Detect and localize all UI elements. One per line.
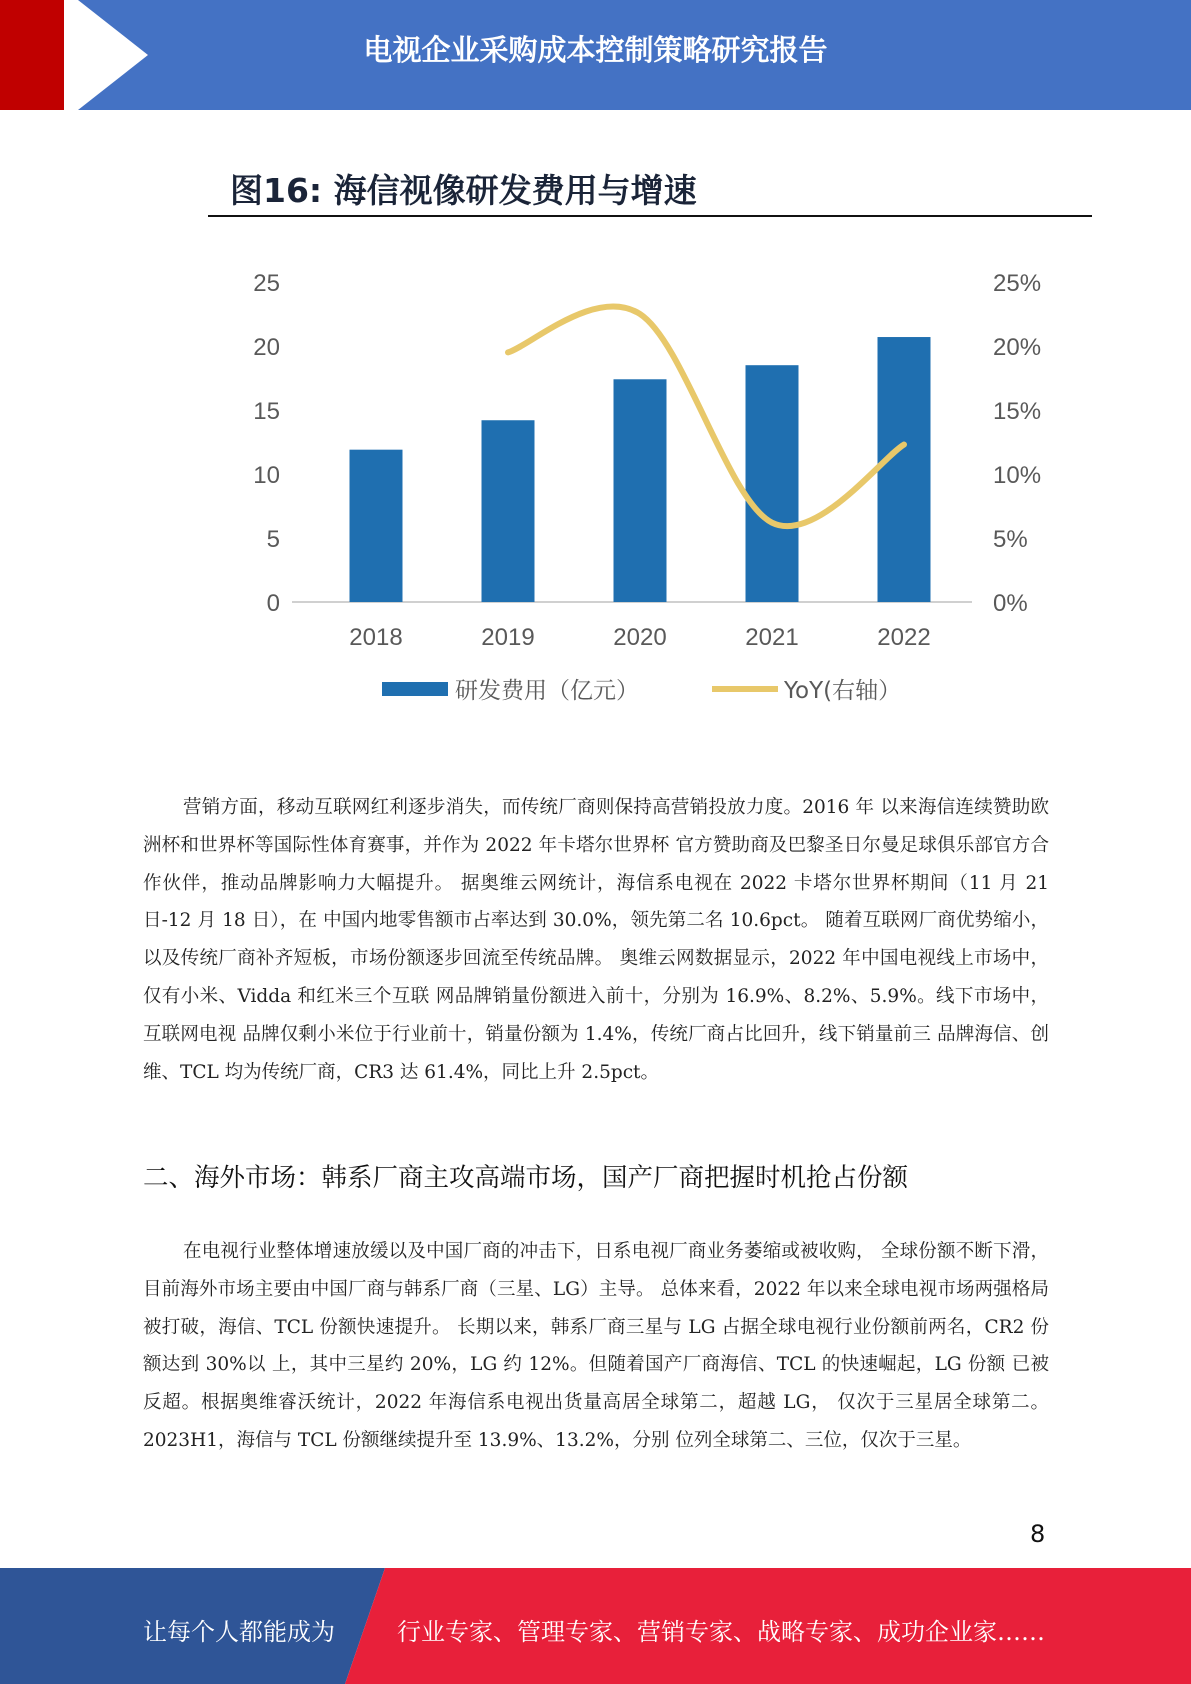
y-left-tick-label: 0 [266,590,280,617]
footer-slogan-left: 让每个人都能成为 [143,1618,335,1646]
line-yoy [508,306,904,526]
y-right-tick-label: 20% [993,334,1042,361]
y-left-tick-label: 10 [253,462,280,489]
y-left-tick-label: 5 [266,526,280,553]
y-left-tick-label: 20 [253,334,280,361]
document-title: 电视企业采购成本控制策略研究报告 [363,33,828,67]
bar-rd-expense [878,337,931,602]
x-tick-label: 2019 [481,624,535,651]
rd-expense-chart [200,250,1080,730]
section-heading-overseas: 二、海外市场：韩系厂商主攻高端市场，国产厂商把握时机抢占份额 [143,1163,909,1193]
legend-swatch-bar [382,682,448,696]
y-left-tick-label: 25 [253,270,280,297]
x-tick-label: 2020 [613,624,667,651]
legend-label-bar: 研发费用（亿元） [455,678,639,704]
page-number: 8 [1030,1520,1046,1548]
y-right-tick-label: 5% [993,526,1028,553]
paragraph-marketing: 营销方面，移动互联网红利逐步消失，而传统厂商则保持高营销投放力度。2016 年 以来海信连续赞助欧洲杯和世界杯等国际性体育赛事，并作为 2022 年卡塔尔世界杯 官方赞助商及巴黎圣日尔曼足球俱乐部官方合作伙伴，推动品牌影响力大幅提升。 据奥维云网统计，海信系电视在 2022 卡塔尔世界杯期间（11 月 21 日-12 月 18 日），在 中国内地零售额市占率达到 30.0%，领先第二名 10.6pct。 随着互联网厂商优势缩小，以及传统厂商补齐短板，市场份额逐步回流至传统品牌。 奥维云网数据显示，2022 年中国电视线上市场中，仅有小米、Vidda 和红米三个互联 网品牌销量份额进入前十，分别为 16.9%、8.2%、5.9%。线下市场中，互联网电视 品牌仅剩小米位于行业前十，销量份额为 1.4%，传统厂商占比回升，线下销量前三 品牌海信、创维、TCL 均为传统厂商，CR3 达 61.4%，同比上升 2.5pct。 [143,797,1049,1083]
figure-title: 图16: 海信视像研发费用与增速 [230,171,697,210]
y-right-tick-label: 0% [993,590,1028,617]
footer-slogan-right: 行业专家、管理专家、营销专家、战略专家、成功企业家…… [397,1618,1045,1646]
bar-rd-expense [350,450,403,602]
y-right-tick-label: 15% [993,398,1042,425]
header-bar [0,0,1191,110]
bar-rd-expense [614,379,667,602]
legend-label-line: YoY(右轴） [784,678,902,704]
y-right-tick-label: 25% [993,270,1042,297]
y-left-tick-label: 15 [253,398,280,425]
bar-rd-expense [482,420,535,602]
x-tick-label: 2022 [877,624,931,651]
x-tick-label: 2018 [349,624,403,651]
figure-title-rule [208,215,1092,217]
paragraph-overseas: 在电视行业整体增速放缓以及中国厂商的冲击下，日系电视厂商业务萎缩或被收购， 全球份额不断下滑，目前海外市场主要由中国厂商与韩系厂商（三星、LG）主导。 总体来看，2022 年以来全球电视市场两强格局被打破，海信、TCL 份额快速提升。 长期以来，韩系厂商三星与 LG 占据全球电视行业份额前两名，CR2 份额达到 30%以 上，其中三星约 20%，LG 约 12%。但随着国产厂商海信、TCL 的快速崛起，LG 份额 已被反超。根据奥维睿沃统计，2022 年海信系电视出货量高居全球第二，超越 LG， 仅次于三星居全球第二。2023H1，海信与 TCL 份额继续提升至 13.9%、13.2%，分别 位列全球第二、三位，仅次于三星。 [143,1241,1049,1451]
bar-rd-expense [746,365,799,602]
y-right-tick-label: 10% [993,462,1042,489]
x-tick-label: 2021 [745,624,799,651]
